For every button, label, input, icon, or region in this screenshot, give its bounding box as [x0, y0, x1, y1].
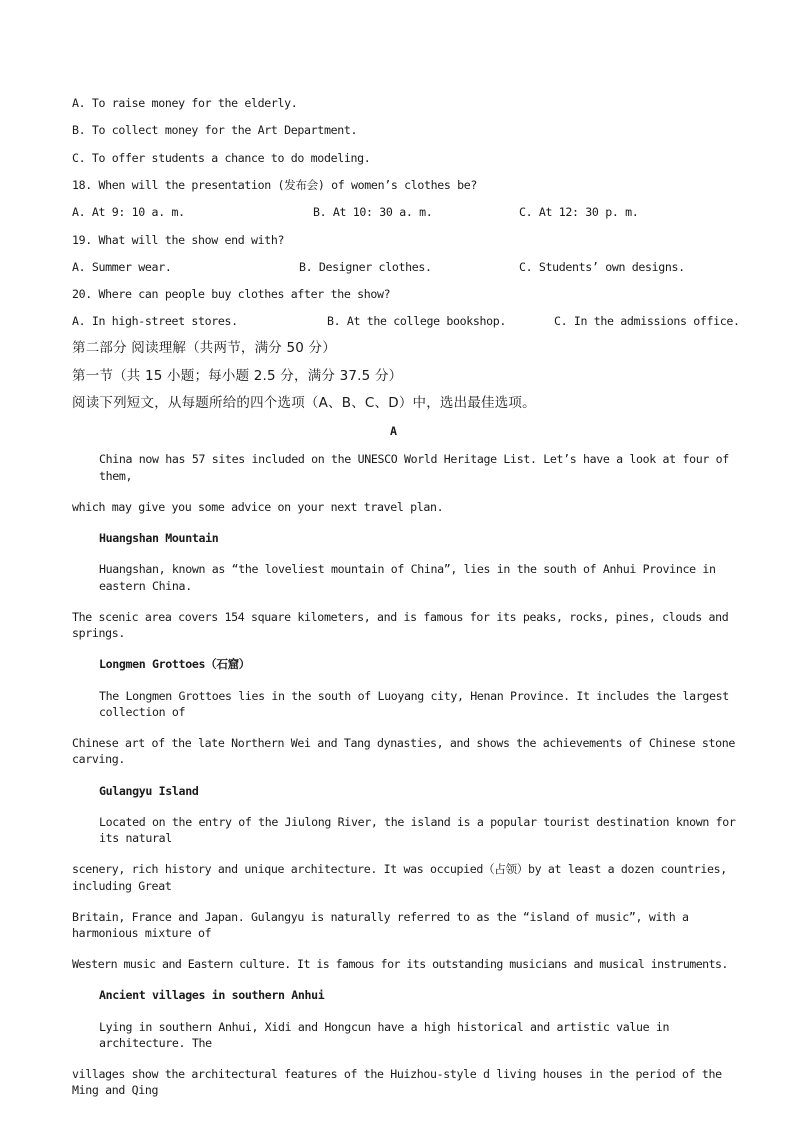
anhui-line-2: architecture. The — [99, 1036, 212, 1050]
gulangyu-line-3: scenery, rich history and unique architecture. It was occupied（占领）by at least a dozen countries, — [72, 862, 727, 876]
gulangyu-line-6: harmonious mixture of — [72, 926, 212, 940]
huangshan-line-4: springs. — [72, 626, 126, 640]
q17-option-a: A. To raise money for the elderly. — [72, 96, 298, 110]
part-two-heading: 第二部分 阅读理解（共两节，满分 50 分） — [72, 340, 336, 356]
q20-question: 20. Where can people buy clothes after the show? — [72, 287, 391, 301]
q17-option-b: B. To collect money for the Art Department. — [72, 123, 358, 137]
intro-line-3: which may give you some advice on your next travel plan. — [72, 500, 444, 514]
q20-option-b: B. At the college bookshop. — [327, 314, 507, 328]
q19-option-c: C. Students’ own designs. — [519, 260, 685, 274]
gulangyu-line-5: Britain, France and Japan. Gulangyu is naturally referred to as the “island of music”, with a — [72, 910, 689, 924]
q18-question: 18. When will the presentation (发布会) of women’s clothes be? — [72, 178, 478, 192]
longmen-line-3: Chinese art of the late Northern Wei and Tang dynasties, and shows the achievements of Chinese stone — [72, 736, 736, 750]
q18-option-a: A. At 9: 10 a. m. — [72, 205, 185, 219]
reading-instruction: 阅读下列短文，从每题所给的四个选项（A、B、C、D）中，选出最佳选项。 — [72, 395, 536, 411]
anhui-line-4: Ming and Qing — [72, 1083, 159, 1097]
longmen-line-2: collection of — [99, 705, 186, 719]
gulangyu-line-7: Western music and Eastern culture. It is famous for its outstanding musicians and musical instruments. — [72, 957, 728, 971]
q18-option-b: B. At 10: 30 a. m. — [313, 205, 433, 219]
q20-option-c: C. In the admissions office. — [554, 314, 740, 328]
gulangyu-line-4: including Great — [72, 879, 172, 893]
intro-line-2: them, — [99, 469, 133, 483]
longmen-title: Longmen Grottoes（石窟） — [99, 657, 251, 671]
gulangyu-line-1: Located on the entry of the Jiulong River, the island is a popular tourist destination known for — [99, 815, 736, 829]
huangshan-title: Huangshan Mountain — [99, 531, 219, 545]
q20-option-a: A. In high-street stores. — [72, 314, 238, 328]
section-one-heading: 第一节（共 15 小题；每小题 2.5 分，满分 37.5 分） — [72, 368, 403, 384]
longmen-line-4: carving. — [72, 752, 126, 766]
anhui-line-1: Lying in southern Anhui, Xidi and Hongcun have a high historical and artistic value in — [99, 1020, 670, 1034]
q19-option-a: A. Summer wear. — [72, 260, 172, 274]
q19-option-b: B. Designer clothes. — [299, 260, 432, 274]
huangshan-line-2: eastern China. — [99, 579, 192, 593]
anhui-villages-title: Ancient villages in southern Anhui — [99, 988, 325, 1002]
huangshan-line-1: Huangshan, known as “the loveliest mountain of China”, lies in the south of Anhui Province in — [99, 562, 716, 576]
q18-option-c: C. At 12: 30 p. m. — [519, 205, 639, 219]
q17-option-c: C. To offer students a chance to do modeling. — [72, 151, 371, 165]
gulangyu-title: Gulangyu Island — [99, 784, 199, 798]
huangshan-line-3: The scenic area covers 154 square kilometers, and is famous for its peaks, rocks, pines, clouds and — [72, 610, 729, 624]
anhui-line-3: villages show the architectural features of the Huizhou-style d living houses in the period of the — [72, 1067, 722, 1081]
longmen-line-1: The Longmen Grottoes lies in the south of Luoyang city, Henan Province. It includes the largest — [99, 689, 729, 703]
gulangyu-line-2: its natural — [99, 831, 172, 845]
intro-line-1: China now has 57 sites included on the UNESCO World Heritage List. Let’s have a look at four of — [99, 452, 729, 466]
passage-label: A — [390, 424, 397, 438]
q19-question: 19. What will the show end with? — [72, 233, 285, 247]
